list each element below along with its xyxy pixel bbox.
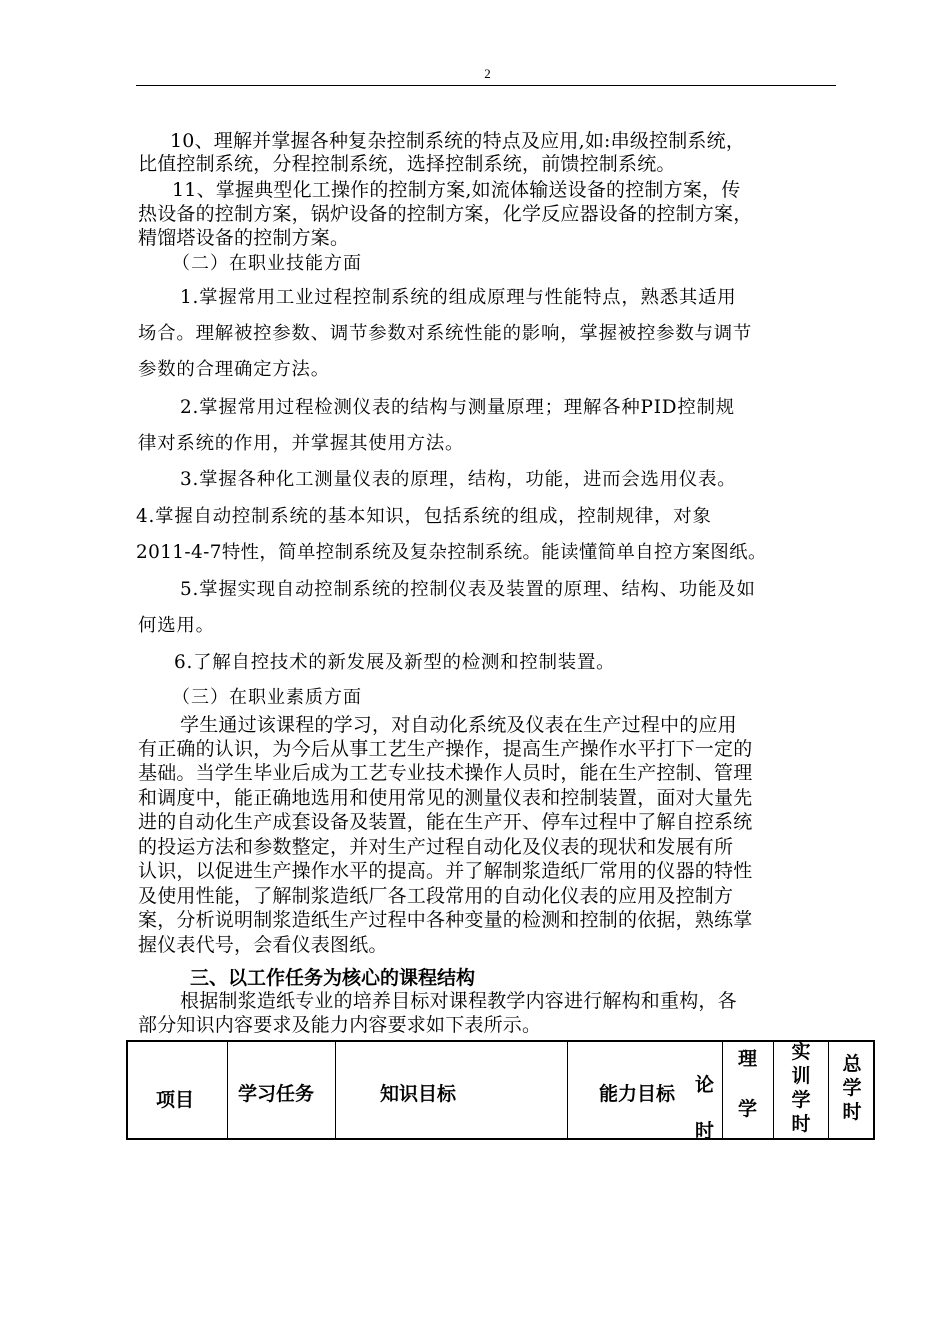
paragraph-line: 和调度中，能正确地选用和使用常见的测量仪表和控制装置，面对大量先 bbox=[138, 787, 753, 809]
paragraph-line: 学生通过该课程的学习，对自动化系统及仪表在生产过程中的应用 bbox=[180, 714, 737, 736]
table-header-li-bottom: 学 bbox=[738, 1098, 758, 1120]
paragraph-line: 根据制浆造纸专业的培养目标对课程教学内容进行解构和重构，各 bbox=[180, 990, 737, 1012]
paragraph-line: 的投运方法和参数整定，并对生产过程自动化及仪表的现状和发展有所 bbox=[138, 836, 734, 858]
paragraph-line: 握仪表代号，会看仪表图纸。 bbox=[138, 934, 388, 956]
table-divider bbox=[773, 1040, 774, 1140]
paragraph-line: 精馏塔设备的控制方案。 bbox=[138, 227, 350, 249]
paragraph-line: 部分知识内容要求及能力内容要求如下表所示。 bbox=[138, 1014, 542, 1036]
header-char: 时 bbox=[791, 1113, 811, 1135]
paragraph-line: 场合。理解被控参数、调节参数对系统性能的影响，掌握被控参数与调节 bbox=[138, 323, 753, 344]
table-header-task: 学习任务 bbox=[238, 1083, 315, 1105]
table-divider bbox=[227, 1040, 228, 1140]
header-char: 实 bbox=[791, 1041, 811, 1063]
paragraph-line: 律对系统的作用，并掌握其使用方法。 bbox=[138, 433, 465, 454]
table-header-li-top: 理 bbox=[738, 1048, 758, 1070]
paragraph-line: 6.了解自控技术的新发展及新型的检测和控制装置。 bbox=[174, 652, 616, 673]
paragraph-line: 2.掌握常用过程检测仪表的结构与测量原理；理解各种PID控制规 bbox=[180, 397, 735, 418]
paragraph-line: 3.掌握各种化工测量仪表的原理，结构，功能，进而会选用仪表。 bbox=[180, 469, 737, 490]
header-char: 总 bbox=[842, 1053, 862, 1075]
header-char: 训 bbox=[791, 1065, 811, 1087]
table-header-theory-bottom: 时 bbox=[695, 1120, 715, 1142]
paragraph-line: 进的自动化生产成套设备及装置，能在生产开、停车过程中了解自控系统 bbox=[138, 811, 753, 833]
section-heading: 三、以工作任务为核心的课程结构 bbox=[190, 967, 476, 989]
table-divider bbox=[567, 1040, 568, 1140]
header-char: 时 bbox=[842, 1101, 862, 1123]
table-header-ability: 能力目标 bbox=[599, 1083, 676, 1105]
paragraph-line: 参数的合理确定方法。 bbox=[138, 359, 330, 380]
table-divider bbox=[335, 1040, 336, 1140]
page-number: 2 bbox=[484, 66, 491, 81]
paragraph-line: 案，分析说明制浆造纸生产过程中各种变量的检测和控制的依据，熟练掌 bbox=[138, 909, 753, 931]
paragraph-line: 10、理解并掌握各种复杂控制系统的特点及应用,如:串级控制系统， bbox=[170, 130, 746, 152]
sub-heading-quality: （三）在职业素质方面 bbox=[172, 687, 362, 708]
table-divider bbox=[722, 1040, 723, 1140]
header-rule bbox=[136, 85, 836, 86]
sub-heading-skills: （二）在职业技能方面 bbox=[172, 253, 362, 274]
paragraph-line: 4.掌握自动控制系统的基本知识，包括系统的组成，控制规律，对象 bbox=[136, 506, 712, 527]
table-header-knowledge: 知识目标 bbox=[380, 1083, 457, 1105]
paragraph-line: 2011-4-7特性，简单控制系统及复杂控制系统。能读懂简单自控方案图纸。 bbox=[136, 542, 767, 563]
paragraph-line: 比值控制系统，分程控制系统，选择控制系统，前馈控制系统。 bbox=[138, 153, 676, 175]
table-divider bbox=[828, 1040, 829, 1140]
paragraph-line: 及使用性能，了解制浆造纸厂各工段常用的自动化仪表的应用及控制方 bbox=[138, 885, 734, 907]
header-char: 学 bbox=[791, 1089, 811, 1111]
paragraph-line: 11、掌握典型化工操作的控制方案,如流体输送设备的控制方案，传 bbox=[172, 179, 741, 201]
table-header-project: 项目 bbox=[156, 1089, 195, 1111]
paragraph-line: 认识，以促进生产操作水平的提高。并了解制浆造纸厂常用的仪器的特性 bbox=[138, 860, 753, 882]
paragraph-line: 1.掌握常用工业过程控制系统的组成原理与性能特点，熟悉其适用 bbox=[180, 287, 737, 308]
paragraph-line: 热设备的控制方案，锅炉设备的控制方案，化学反应器设备的控制方案， bbox=[138, 203, 753, 225]
paragraph-line: 5.掌握实现自动控制系统的控制仪表及装置的原理、结构、功能及如 bbox=[180, 579, 756, 600]
paragraph-line: 基础。当学生毕业后成为工艺专业技术操作人员时，能在生产控制、管理 bbox=[138, 762, 753, 784]
table-header-theory-top: 论 bbox=[695, 1074, 715, 1096]
header-char: 学 bbox=[842, 1077, 862, 1099]
table-header-total-hours bbox=[832, 1052, 872, 1124]
paragraph-line: 有正确的认识，为今后从事工艺生产操作，提高生产操作水平打下一定的 bbox=[138, 738, 753, 760]
table-header-practice-hours bbox=[778, 1040, 824, 1136]
paragraph-line: 何选用。 bbox=[138, 615, 215, 636]
